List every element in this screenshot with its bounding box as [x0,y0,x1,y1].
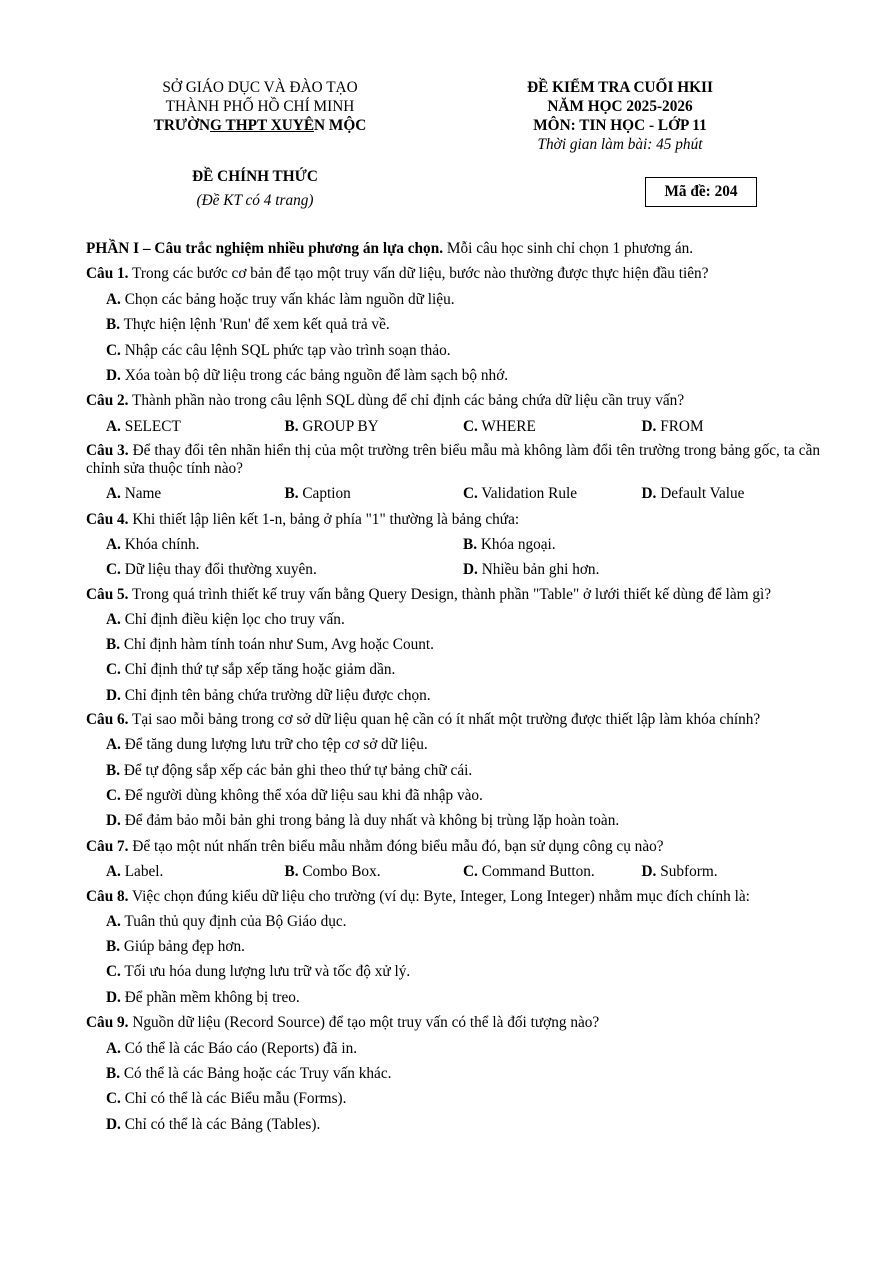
option-5b: B. Chỉ định hàm tính toán như Sum, Avg hoặc Count. [106,636,434,654]
option-1b: B. Thực hiện lệnh 'Run' để xem kết quả trả về. [106,316,390,334]
option-9d: D. Chỉ có thể là các Bảng (Tables). [106,1115,321,1133]
question-5: Câu 5. Trong quá trình thiết kế truy vấn bằng Query Design, thành phần "Table" ở lưới thiết kế dùng để làm gì? [86,585,772,603]
option-3a: A. Name [106,485,162,503]
option-9a: A. Có thể là các Báo cáo (Reports) đã in. [106,1039,358,1057]
department-name: SỞ GIÁO DỤC VÀ ĐÀO TẠO [162,79,358,96]
part-title: PHẦN I – Câu trắc nghiệm nhiều phương án lựa chọn. Mỗi câu học sinh chỉ chọn 1 phương án. [86,240,694,257]
option-7c: C. Command Button. [463,863,595,881]
school-header [115,78,405,135]
exam-header [470,78,770,154]
option-8b: B. Giúp bảng đẹp hơn. [106,937,245,955]
option-3c: C. Validation Rule [463,485,578,503]
option-6c: C. Để người dùng không thể xóa dữ liệu sau khi đã nhập vào. [106,787,483,805]
official-label: ĐỀ CHÍNH THỨC [192,168,318,185]
option-5a: A. Chỉ định điều kiện lọc cho truy vấn. [106,610,345,628]
option-2c: C. WHERE [463,417,536,435]
option-2b: B. GROUP BY [284,417,379,435]
options-4-row1 [86,532,820,557]
option-4d: D. Nhiều bản ghi hơn. [463,561,600,579]
option-7b: B. Combo Box. [284,863,381,881]
question-2: Câu 2. Thành phần nào trong câu lệnh SQL dùng để chỉ định các bảng chứa dữ liệu cần truy vấn? [86,392,685,410]
school-year: NĂM HỌC 2025-2026 [547,98,693,115]
option-5c: C. Chỉ định thứ tự sắp xếp tăng hoặc giảm dần. [106,661,396,679]
question-3: Câu 3. Để thay đổi tên nhãn hiển thị của một trường trên biểu mẫu mà không làm đổi tên trường trong bảng gốc, ta cần chỉnh sửa thuộc tính nào? [86,442,821,478]
option-1a: A. Chọn các bảng hoặc truy vấn khác làm nguồn dữ liệu. [106,290,455,308]
option-7a: A. Label. [106,863,164,881]
option-3d: D. Default Value [641,485,745,503]
option-6d: D. Để đảm bảo mỗi bản ghi trong bảng là duy nhất và không bị trùng lặp hoàn toàn. [106,812,620,830]
question-4: Câu 4. Khi thiết lập liên kết 1-n, bảng ở phía "1" thường là bảng chứa: [86,510,520,528]
document-status [140,165,370,213]
question-6: Câu 6. Tại sao mỗi bảng trong cơ sở dữ liệu quan hệ cần có ít nhất một trường được thiết lập làm khóa chính? [86,711,761,729]
option-8a: A. Tuân thủ quy định của Bộ Giáo dục. [106,912,347,930]
option-3b: B. Caption [284,485,351,503]
option-8d: D. Để phần mềm không bị treo. [106,988,300,1006]
option-8c: C. Tối ưu hóa dung lượng lưu trữ và tốc độ xử lý. [106,963,411,981]
option-5d: D. Chỉ định tên bảng chứa trường dữ liệu được chọn. [106,686,431,704]
options-7 [86,859,820,884]
option-9b: B. Có thể là các Bảng hoặc các Truy vấn khác. [106,1064,392,1082]
option-1d: D. Xóa toàn bộ dữ liệu trong các bảng nguồn để làm sạch bộ nhớ. [106,366,509,384]
option-9c: C. Chỉ có thể là các Biểu mẫu (Forms). [106,1090,347,1108]
question-8: Câu 8. Việc chọn đúng kiểu dữ liệu cho trường (ví dụ: Byte, Integer, Long Integer) nhằm mục đích chính là: [86,887,750,905]
option-6a: A. Để tăng dung lượng lưu trữ cho tệp cơ sở dữ liệu. [106,736,428,754]
exam-content [86,236,820,1137]
option-2a: A. SELECT [106,417,181,435]
options-2 [86,414,820,439]
option-1c: C. Nhập các câu lệnh SQL phức tạp vào trình soạn thảo. [106,341,451,359]
time-limit: Thời gian làm bài: 45 phút [537,136,703,153]
option-4b: B. Khóa ngoại. [463,535,556,553]
pages-note: (Đề KT có 4 trang) [196,192,314,209]
option-7d: D. Subform. [641,863,718,881]
option-4a: A. Khóa chính. [106,535,200,553]
options-3 [86,481,820,506]
question-7: Câu 7. Để tạo một nút nhấn trên biểu mẫu nhằm đóng biểu mẫu đó, bạn sử dụng công cụ nào? [86,837,664,855]
option-4c: C. Dữ liệu thay đổi thường xuyên. [106,561,317,579]
exam-code-box: Mã đề: 204 [645,177,757,207]
subject: MÔN: TIN HỌC - LỚP 11 [533,117,707,134]
question-9: Câu 9. Nguồn dữ liệu (Record Source) để tạo một truy vấn có thể là đối tượng nào? [86,1014,600,1032]
option-2d: D. FROM [641,417,704,435]
option-6b: B. Để tự động sắp xếp các bản ghi theo thứ tự bảng chữ cái. [106,761,473,779]
exam-title: ĐỀ KIỂM TRA CUỐI HKII [527,79,713,96]
options-4-row2 [86,557,820,582]
city-name: THÀNH PHỐ HỒ CHÍ MINH [165,98,355,115]
school-name: TRƯỜNG THPT XUYÊN MỘC [153,117,367,134]
question-1: Câu 1. Trong các bước cơ bản để tạo một truy vấn dữ liệu, bước nào thường được thực hiện đầu tiên? [86,265,709,283]
